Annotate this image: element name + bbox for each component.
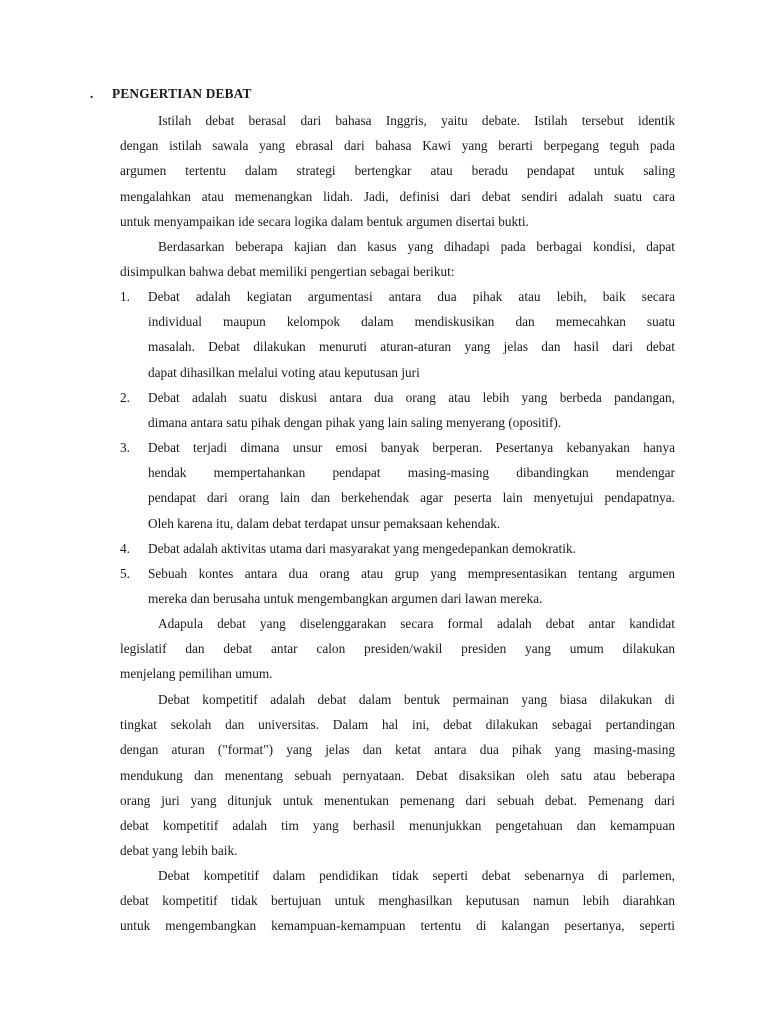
paragraph-4-line: tingkat sekolah dan universitas. Dalam hal ini, debat dilakukan sebagai pertandingan	[120, 717, 675, 733]
paragraph-1-line: argumen tertentu dalam strategi bertengkar atau beradu pendapat untuk saling	[120, 163, 675, 179]
heading-bullet: .	[90, 86, 94, 101]
list-item-line: hendak mempertahankan pendapat masing-masing dibandingkan mendengar	[148, 465, 675, 481]
paragraph-2-line: disimpulkan bahwa debat memiliki pengertian sebagai berikut:	[120, 264, 455, 280]
paragraph-2-line: Berdasarkan beberapa kajian dan kasus yang dihadapi pada berbagai kondisi, dapat	[158, 239, 675, 254]
list-item-line: individual maupun kelompok dalam mendiskusikan dan memecahkan suatu	[148, 314, 675, 330]
list-item-line: Debat adalah kegiatan argumentasi antara dua pihak atau lebih, baik secara	[148, 289, 675, 304]
list-item-number: 4.	[120, 541, 130, 556]
list-item-line: mereka dan berusaha untuk mengembangkan argumen dari lawan mereka.	[148, 591, 543, 607]
paragraph-1-line: Istilah debat berasal dari bahasa Inggris, yaitu debate. Istilah tersebut identik	[158, 113, 675, 128]
list-item-number: 2.	[120, 390, 130, 405]
paragraph-4-line: mendukung dan menentang sebuah pernyataan. Debat disaksikan oleh satu atau beberapa	[120, 767, 675, 783]
list-item-line: pendapat dari orang lain dan berkehendak agar peserta lain menyetujui pendapatnya.	[148, 490, 675, 506]
list-item-line: Debat adalah suatu diskusi antara dua orang atau lebih yang berbeda pandangan,	[148, 390, 675, 405]
paragraph-4-line: debat yang lebih baik.	[120, 843, 238, 859]
list-item-line: masalah. Debat dilakukan menuruti aturan-aturan yang jelas dan hasil dari debat	[148, 339, 675, 355]
paragraph-1-line: dengan istilah sawala yang ebrasal dari bahasa Kawi yang berarti berpegang teguh pada	[120, 138, 675, 154]
paragraph-5-line: untuk mengembangkan kemampuan-kemampuan tertentu di kalangan pesertanya, seperti	[120, 918, 675, 934]
paragraph-4-line: Debat kompetitif adalah debat dalam bentuk permainan yang biasa dilakukan di	[158, 692, 675, 707]
heading-title: PENGERTIAN DEBAT	[112, 86, 252, 101]
paragraph-4-line: dengan aturan ("format") yang jelas dan ketat antara dua pihak yang masing-masing	[120, 742, 675, 758]
paragraph-1-line: mengalahkan atau memenangkan lidah. Jadi, definisi dari debat sendiri adalah suatu cara	[120, 188, 675, 204]
list-item-line: Debat adalah aktivitas utama dari masyarakat yang mengedepankan demokratik.	[148, 541, 576, 556]
list-item-line: Oleh karena itu, dalam debat terdapat unsur pemaksaan kehendak.	[148, 515, 501, 531]
paragraph-3-line: menjelang pemilihan umum.	[120, 666, 273, 682]
paragraph-5-line: debat kompetitif tidak bertujuan untuk menghasilkan keputusan namun lebih diarahkan	[120, 893, 675, 909]
paragraph-3-line: Adapula debat yang diselenggarakan secara formal adalah debat antar kandidat	[158, 616, 675, 631]
list-item-line: dimana antara satu pihak dengan pihak yang lain saling menyerang (opositif).	[148, 415, 562, 431]
list-item-number: 3.	[120, 440, 130, 455]
list-item-line: Sebuah kontes antara dua orang atau grup yang mempresentasikan tentang argumen	[148, 566, 675, 581]
list-item-line: dapat dihasilkan melalui voting atau keputusan juri	[148, 364, 420, 380]
paragraph-3-line: legislatif dan debat antar calon presiden/wakil presiden yang umum dilakukan	[120, 641, 675, 657]
list-item-number: 5.	[120, 566, 130, 581]
list-item-line: Debat terjadi dimana unsur emosi banyak berperan. Pesertanya kebanyakan hanya	[148, 440, 675, 455]
paragraph-4-line: debat kompetitif adalah tim yang berhasil menunjukkan pengetahuan dan kemampuan	[120, 818, 675, 833]
section-heading	[90, 86, 252, 102]
paragraph-5-line: Debat kompetitif dalam pendidikan tidak seperti debat sebenarnya di parlemen,	[158, 868, 675, 883]
paragraph-4-line: orang juri yang ditunjuk untuk menentukan pemenang dari sebuah debat. Pemenang dari	[120, 792, 675, 808]
paragraph-1-line: untuk menyampaikan ide secara logika dalam bentuk argumen disertai bukti.	[120, 213, 529, 229]
list-item-number: 1.	[120, 289, 130, 304]
